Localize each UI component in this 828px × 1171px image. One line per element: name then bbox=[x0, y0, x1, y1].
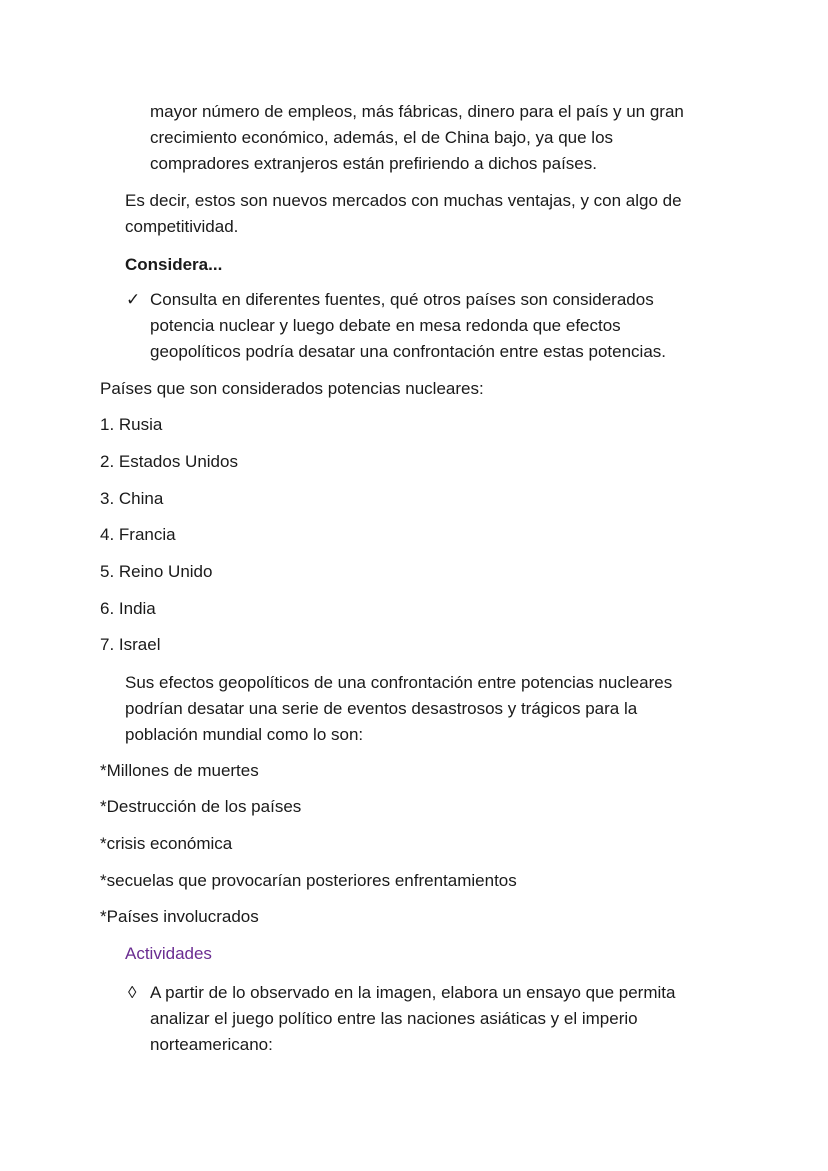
actividades-heading: Actividades bbox=[125, 944, 212, 963]
effect-item: *crisis económica bbox=[100, 834, 233, 853]
check-item-line-3: geopolíticos podría desatar una confrontación entre estas potencias. bbox=[150, 342, 667, 361]
effects-line-2: podrían desatar una serie de eventos desastrosos y trágicos para la bbox=[125, 699, 638, 718]
diamond-outline-icon: ◊ bbox=[128, 983, 137, 1002]
country-item: 1. Rusia bbox=[100, 415, 163, 434]
countries-intro: Países que son considerados potencias nucleares: bbox=[100, 379, 484, 398]
effects-line-3: población mundial como lo son: bbox=[125, 725, 364, 744]
continued-line-2: crecimiento económico, además, el de China bajo, ya que los bbox=[150, 128, 614, 147]
effects-line-1: Sus efectos geopolíticos de una confrontación entre potencias nucleares bbox=[125, 673, 673, 692]
activity-line-2: analizar el juego político entre las naciones asiáticas y el imperio bbox=[150, 1009, 638, 1028]
country-item: 3. China bbox=[100, 489, 164, 508]
effect-item: *Destrucción de los países bbox=[100, 797, 302, 816]
effect-item: *Países involucrados bbox=[100, 907, 259, 926]
country-item: 6. India bbox=[100, 599, 156, 618]
check-mark-icon: ✓ bbox=[126, 290, 141, 309]
continued-line-1: mayor número de empleos, más fábricas, dinero para el país y un gran bbox=[150, 102, 684, 121]
activity-line-3: norteamericano: bbox=[150, 1035, 273, 1054]
activity-line-1: A partir de lo observado en la imagen, elabora un ensayo que permita bbox=[150, 983, 676, 1002]
country-item: 2. Estados Unidos bbox=[100, 452, 238, 471]
continued-line-3: compradores extranjeros están prefiriendo a dichos países. bbox=[150, 154, 597, 173]
country-item: 7. Israel bbox=[100, 635, 161, 654]
country-item: 4. Francia bbox=[100, 525, 176, 544]
check-item-line-1: Consulta en diferentes fuentes, qué otros países son considerados bbox=[150, 290, 654, 309]
effect-item: *secuelas que provocarían posteriores enfrentamientos bbox=[100, 871, 517, 890]
considera-heading: Considera... bbox=[125, 255, 223, 274]
country-item: 5. Reino Unido bbox=[100, 562, 213, 581]
effect-item: *Millones de muertes bbox=[100, 761, 259, 780]
paragraph-line-1: Es decir, estos son nuevos mercados con muchas ventajas, y con algo de bbox=[125, 191, 682, 210]
check-item-line-2: potencia nuclear y luego debate en mesa redonda que efectos bbox=[150, 316, 621, 335]
paragraph-line-2: competitividad. bbox=[125, 217, 239, 236]
